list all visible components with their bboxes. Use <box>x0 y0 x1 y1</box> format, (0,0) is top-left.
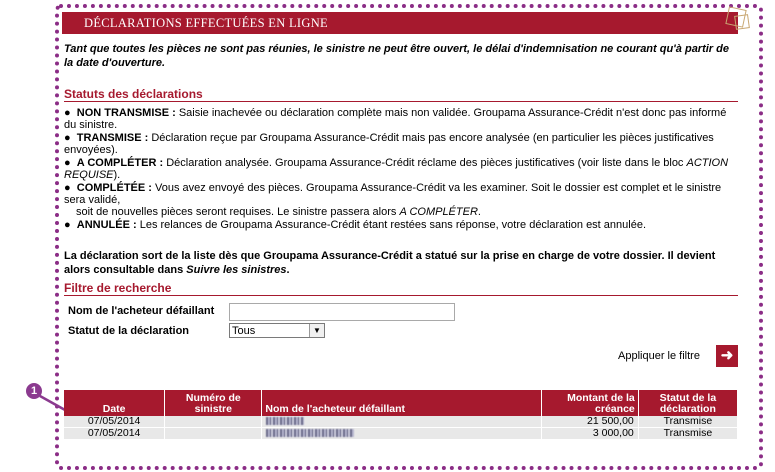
table-header-row <box>64 390 738 416</box>
status-item <box>64 132 740 156</box>
table-row[interactable] <box>64 428 738 440</box>
cell-montant: 3 000,00 <box>541 428 638 440</box>
acheteur-label: Nom de l'acheteur défaillant <box>68 305 215 317</box>
cell-nom <box>262 428 541 440</box>
status-text: ). <box>113 169 121 181</box>
status-text: Déclaration reçue par Groupama Assurance-Crédit mais pas encore analysée (en particulier les pièces justificatives envoyées). <box>64 132 714 156</box>
annotation-marker: 1 <box>26 383 42 399</box>
status-item <box>64 219 740 231</box>
divider <box>64 101 738 102</box>
status-item <box>64 182 740 218</box>
statut-select[interactable] <box>229 323 325 338</box>
results-table <box>64 390 738 440</box>
apply-filter-label[interactable]: Appliquer le filtre <box>618 350 700 362</box>
decorative-corner-icon <box>734 14 750 30</box>
status-label: ANNULÉE : <box>76 219 137 231</box>
column-header-nom[interactable]: Nom de l'acheteur défaillant <box>262 390 541 416</box>
acheteur-input[interactable] <box>229 303 455 321</box>
page-header <box>62 12 738 34</box>
bullet: ● <box>64 157 77 169</box>
status-label: TRANSMISE : <box>76 132 149 144</box>
status-text: . <box>477 206 481 218</box>
column-header-montant[interactable]: Montant de la créance <box>541 390 638 416</box>
status-text: Saisie inachevée ou déclaration complète mais non validée. Groupama Assurance-Crédit n'est donc pas informé du sinistre. <box>64 107 727 131</box>
column-header-statut[interactable]: Statut de la déclaration <box>638 390 737 416</box>
cell-numero <box>165 416 262 428</box>
statut-selected-value: Tous <box>232 325 256 337</box>
bullet: ● <box>64 107 77 119</box>
status-text: Déclaration analysée. Groupama Assurance-Crédit réclame des pièces justificatives (voir liste dans le bloc <box>163 157 687 169</box>
bullet: ● <box>64 219 77 231</box>
status-item <box>64 107 740 131</box>
closing-text-part: . <box>286 263 290 276</box>
status-text-emphasis: A COMPLÉTER <box>399 206 478 218</box>
status-label: A COMPLÉTER : <box>76 157 164 169</box>
arrow-right-icon: ➜ <box>720 347 734 364</box>
cell-date: 07/05/2014 <box>64 416 165 428</box>
cell-numero <box>165 428 262 440</box>
status-text-emphasis: ACTION REQUISE <box>64 157 729 181</box>
redacted-name <box>266 417 304 425</box>
closing-link-text: Suivre les sinistres <box>186 263 287 276</box>
cell-montant: 21 500,00 <box>541 416 638 428</box>
bullet: ● <box>64 132 77 144</box>
status-list <box>64 107 740 232</box>
bullet: ● <box>64 182 77 194</box>
intro-text: Tant que toutes les pièces ne sont pas réunies, le sinistre ne peut être ouvert, le délai d'indemnisation ne courant qu'à partir de la date d'ouverture. <box>64 43 729 69</box>
column-header-date[interactable]: Date <box>64 390 165 416</box>
cell-statut: Transmise <box>638 428 737 440</box>
closing-text <box>64 250 734 277</box>
table-row[interactable] <box>64 416 738 428</box>
status-text: soit de nouvelles pièces seront requises. Le sinistre passera alors <box>76 206 400 218</box>
status-label: NON TRANSMISE : <box>76 107 176 119</box>
statuts-title: Statuts des déclarations <box>64 87 203 101</box>
filtre-title: Filtre de recherche <box>64 281 172 295</box>
apply-filter-button[interactable] <box>716 345 738 367</box>
column-header-numero[interactable]: Numéro de sinistre <box>165 390 262 416</box>
redacted-name <box>266 429 354 437</box>
cell-statut: Transmise <box>638 416 737 428</box>
closing-text-part: La déclaration sort de la liste dès que Groupama Assurance-Crédit a statué sur la prise en charge de votre dossier. Il devient alors consultable dans <box>64 250 716 276</box>
chevron-down-icon[interactable]: ▼ <box>309 324 324 337</box>
page-title: DÉCLARATIONS EFFECTUÉES EN LIGNE <box>84 16 328 30</box>
cell-date: 07/05/2014 <box>64 428 165 440</box>
status-label: COMPLÉTÉE : <box>76 182 152 194</box>
statut-label: Statut de la déclaration <box>68 325 190 337</box>
status-item <box>64 157 740 181</box>
cell-nom <box>262 416 541 428</box>
status-text: Vous avez envoyé des pièces. Groupama Assurance-Crédit va les examiner. Soit le dossier est complet et le sinistre sera validé, <box>64 182 722 206</box>
divider <box>64 295 738 296</box>
status-text: Les relances de Groupama Assurance-Crédit étant restées sans réponse, votre déclaration est annulée. <box>136 219 647 231</box>
